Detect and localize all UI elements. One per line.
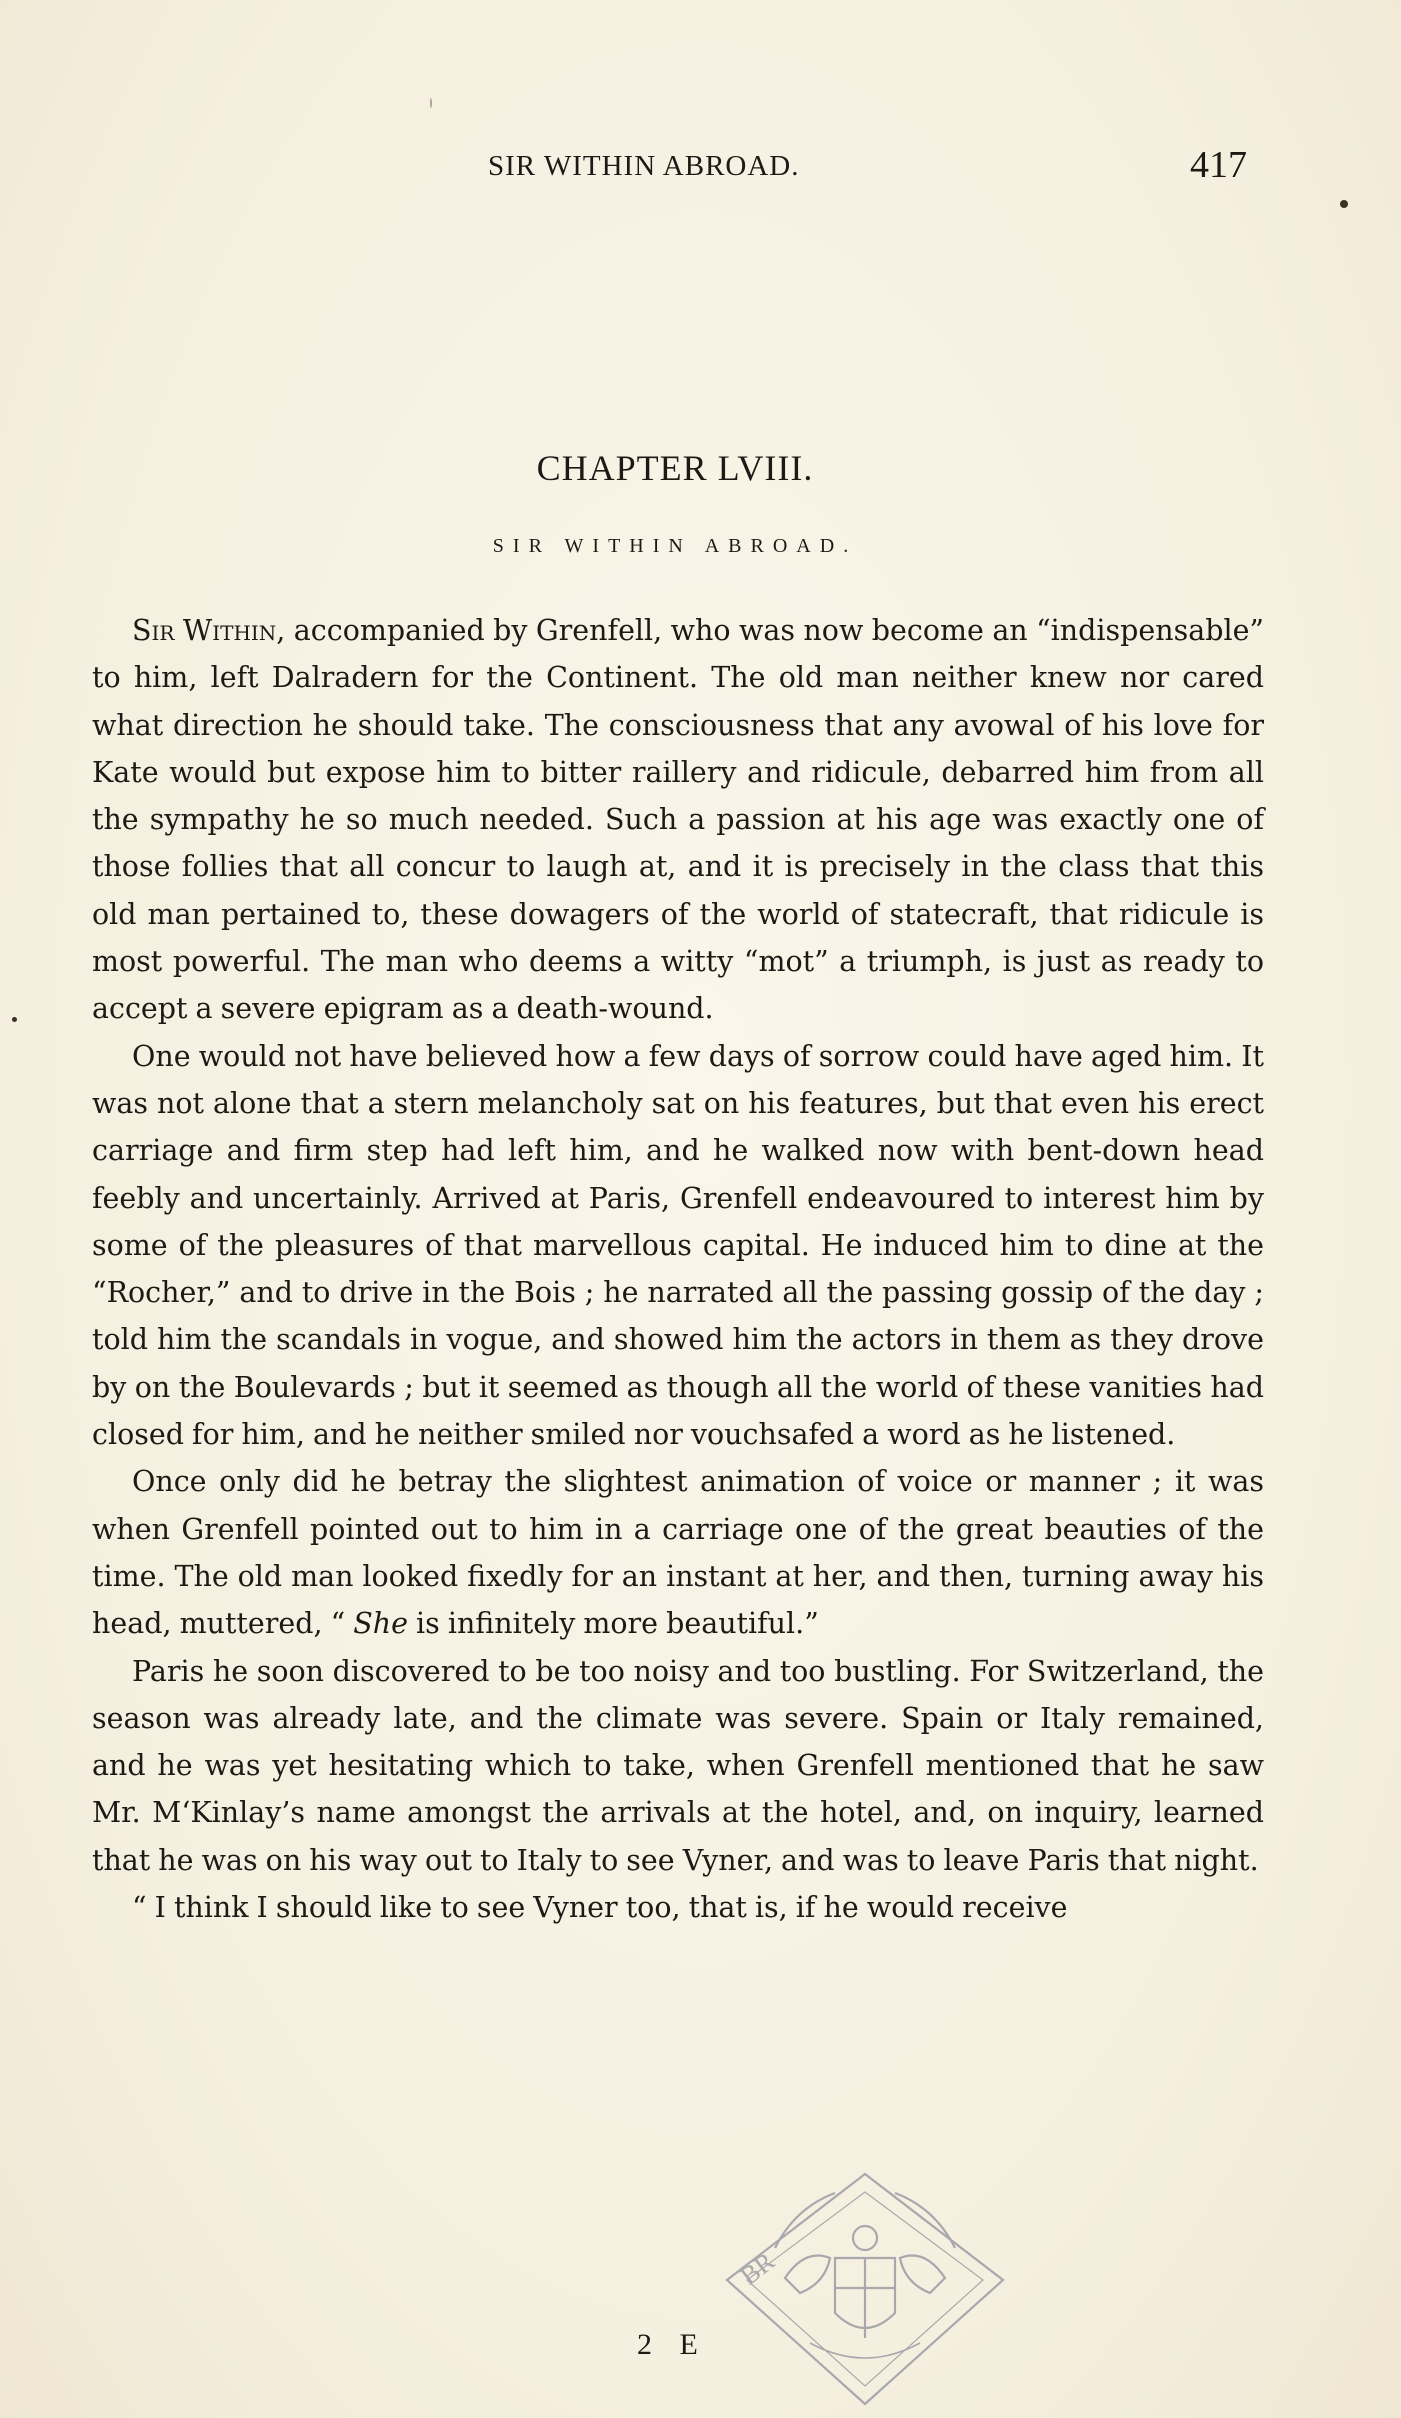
paragraph-text: is infinitely more beautiful.” (407, 1607, 819, 1641)
emphasis-text: She (353, 1607, 408, 1641)
library-stamp-icon (715, 2168, 1015, 2408)
paragraph (92, 607, 1264, 1033)
signature-mark: 2 E (637, 2328, 708, 2361)
paper-spot (12, 1017, 17, 1022)
stamp-lettering: BR (734, 2246, 781, 2291)
paper-spot (430, 98, 432, 108)
running-title: SIR WITHIN ABROAD. (488, 150, 800, 182)
chapter-subtitle: SIR WITHIN ABROAD. (492, 535, 858, 557)
paragraph-text: Once only did he betray the slightest animation of voice or manner ; it was when Grenfell pointed out to him in a carriage one of the great beauties of the time. The old man looked fixedly for an instant at her, and then, turning away his head, muttered, “ (92, 1465, 1264, 1641)
paper-spot (1340, 200, 1348, 208)
paragraph (92, 1033, 1264, 1459)
paragraph (92, 1648, 1264, 1884)
paragraph-lead: Sir Within, (132, 614, 286, 647)
paragraph-text: accompanied by Grenfell, who was now become an “indispensable” to him, left Dalradern for the Continent. The old man neither knew nor cared what direction he should take. The consciousness that any avowal of his love for Kate would but expose him to bitter raillery and ridicule, debarred him from all the sympathy he so much needed. Such a passion at his age was exactly one of those follies that all concur to laugh at, and it is precisely in the class that this old man pertained to, these dowagers of the world of statecraft, that ridicule is most powerful. The man who deems a witty “mot” a triumph, is just as ready to accept a severe epigram as a death-wound. (92, 614, 1264, 1026)
body-text (92, 607, 1264, 1931)
paragraph-text: One would not have believed how a few days of sorrow could have aged him. It was not alone that a stern melancholy sat on his features, but that even his erect carriage and firm step had left him, and he walked now with bent-down head feebly and uncertainly. Arrived at Paris, Grenfell endeavoured to interest him by some of the pleasures of that marvellous capital. He induced him to dine at the “Rocher,” and to drive in the Bois ; he narrated all the passing gossip of the day ; told him the scandals in vogue, and showed him the actors in them as they drove by on the Boulevards ; but it seemed as though all the world of these vanities had closed for him, and he neither smiled nor vouchsafed a word as he listened. (92, 1039, 1264, 1452)
paragraph-text: “ I think I should like to see Vyner too, that is, if he would receive (132, 1891, 1068, 1925)
paragraph-text: Paris he soon discovered to be too noisy and too bustling. For Switzerland, the season was already late, and the climate was severe. Spain or Italy remained, and he was yet hesitating which to take, when Grenfell mentioned that he saw Mr. M‘Kinlay’s name amongst the arrivals at the hotel, and, on inquiry, learned that he was on his way out to Italy to see Vyner, and was to leave Paris that night. (92, 1654, 1264, 1877)
page-number: 417 (1190, 144, 1247, 186)
paragraph (92, 1458, 1264, 1647)
chapter-title: CHAPTER LVIII. (536, 448, 814, 488)
paragraph (92, 1884, 1264, 1931)
